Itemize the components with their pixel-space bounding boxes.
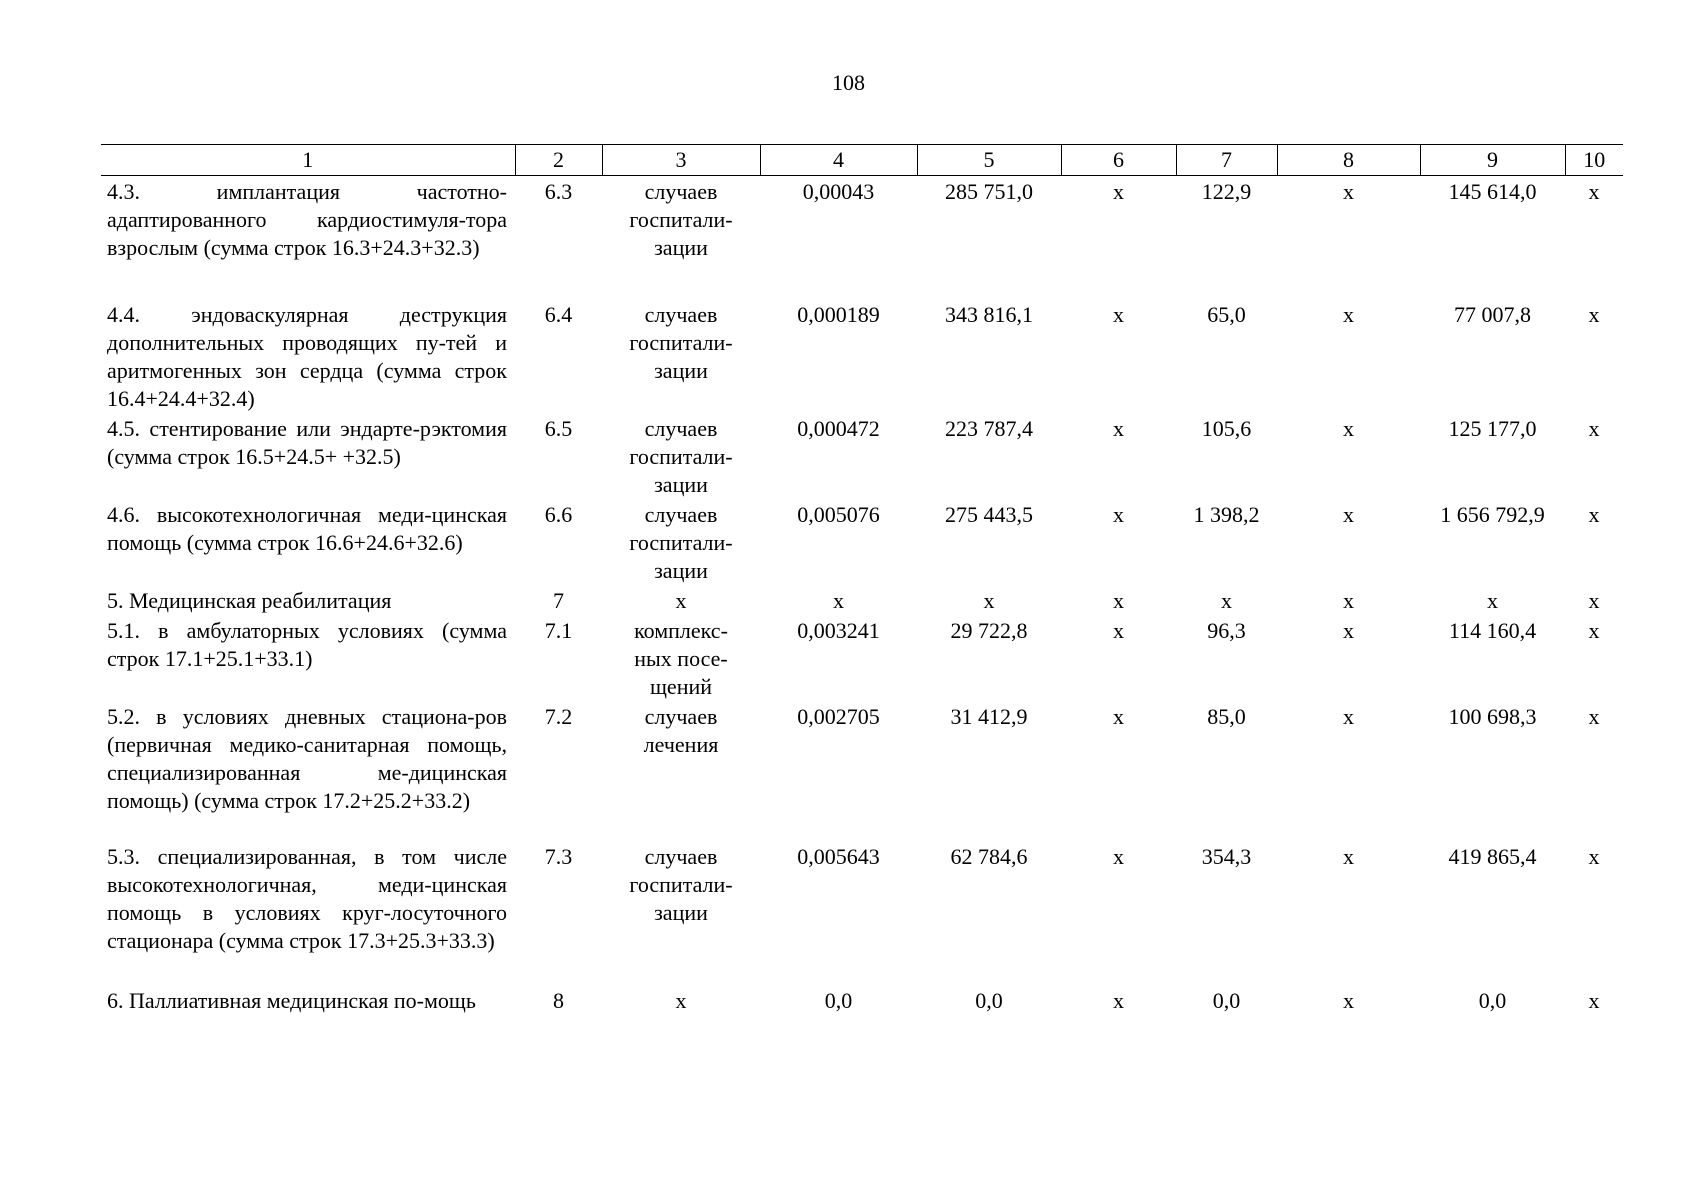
cell-4: х — [833, 587, 844, 613]
column-header: 3 — [602, 145, 760, 176]
cell-7: 96,3 — [1207, 617, 1246, 643]
cell-10: х — [1588, 415, 1600, 441]
cell-5: 223 787,4 — [945, 415, 1033, 441]
row-code: 7.3 — [544, 843, 573, 869]
cell-4: 0,0 — [824, 987, 853, 1013]
cell-8: х — [1343, 415, 1354, 441]
row-name: 5. Медицинская реабилитация — [107, 587, 392, 613]
row-unit: х — [675, 587, 687, 613]
cell-7: 105,6 — [1201, 415, 1252, 441]
row-unit: случаев госпитали- зации — [629, 179, 733, 260]
cell-8: х — [1343, 587, 1354, 613]
table-row — [101, 841, 1623, 985]
row-name: 4.6. высокотехнологичная меди-цинская помощь (сумма строк 16.6+24.6+32.6) — [107, 501, 507, 555]
row-code: 6.6 — [544, 501, 573, 527]
cell-4: 0,002705 — [797, 703, 880, 729]
row-unit: комплекс- ных посе- щений — [634, 617, 728, 699]
cell-7: 354,3 — [1201, 843, 1252, 869]
cell-9: 145 614,0 — [1448, 179, 1537, 204]
column-header: 7 — [1176, 145, 1277, 176]
table-row — [101, 499, 1623, 585]
data-table — [101, 144, 1623, 1045]
cell-9: 114 160,4 — [1448, 617, 1537, 643]
cell-6: х — [1113, 617, 1124, 643]
column-header: 8 — [1277, 145, 1420, 176]
cell-9: 77 007,8 — [1454, 301, 1531, 327]
cell-10: х — [1588, 703, 1600, 729]
row-name: 4.5. стентирование или эндарте-рэктомия (сумма строк 16.5+24.5+ +32.5) — [107, 415, 507, 469]
cell-10: х — [1588, 301, 1600, 327]
cell-4: 0,000472 — [797, 415, 880, 441]
cell-4: 0,003241 — [797, 617, 880, 643]
cell-5: 275 443,5 — [945, 501, 1033, 527]
cell-9: 1 656 792,9 — [1440, 501, 1545, 527]
row-unit: случаев госпитали- зации — [629, 415, 733, 497]
cell-7: 65,0 — [1207, 301, 1246, 327]
cell-10: х — [1588, 843, 1600, 869]
cell-8: х — [1343, 703, 1354, 729]
cell-10: х — [1588, 987, 1600, 1013]
cell-4: 0,005076 — [797, 501, 880, 527]
cell-5: 62 784,6 — [950, 843, 1028, 869]
column-header: 4 — [760, 145, 917, 176]
row-code: 6.4 — [544, 301, 573, 327]
row-name: 4.3. имплантация частотно-адаптированного кардиостимуля-тора взрослым (сумма строк 16.3+24.3+32.3) — [107, 179, 507, 260]
cell-6: х — [1113, 843, 1124, 869]
cell-5: х — [983, 587, 995, 613]
cell-4: 0,000189 — [797, 301, 880, 327]
cell-9: х — [1487, 587, 1498, 613]
cell-6: х — [1113, 587, 1124, 613]
table-row — [101, 176, 1623, 299]
cell-8: х — [1343, 179, 1354, 204]
row-unit: случаев госпитали- зации — [629, 501, 733, 583]
column-header: 2 — [515, 145, 602, 176]
table-row — [101, 701, 1623, 841]
row-unit: случаев госпитали- зации — [629, 301, 733, 383]
row-code: 8 — [553, 987, 564, 1013]
cell-6: х — [1113, 301, 1124, 327]
cell-7: 1 398,2 — [1193, 501, 1260, 527]
row-name: 5.1. в амбулаторных условиях (сумма строк 17.1+25.1+33.1) — [107, 617, 507, 671]
row-name: 5.2. в условиях дневных стациона-ров (первичная медико-санитарная помощь, специализированная ме-дицинская помощь) (сумма строк 17.2+25.2+33.2) — [107, 703, 507, 813]
cell-5: 343 816,1 — [945, 301, 1033, 327]
cell-9: 419 865,4 — [1448, 843, 1537, 869]
cell-9: 0,0 — [1478, 987, 1507, 1013]
cell-7: 0,0 — [1212, 987, 1241, 1013]
cell-7: х — [1221, 587, 1232, 613]
column-header: 1 — [101, 145, 515, 176]
cell-4: 0,00043 — [802, 179, 875, 204]
cell-5: 0,0 — [975, 987, 1003, 1013]
column-header: 9 — [1420, 145, 1565, 176]
cell-8: х — [1343, 843, 1354, 869]
cell-6: х — [1113, 415, 1124, 441]
row-name: 5.3. специализированная, в том числе высокотехнологичная, меди-цинская помощь в условиях круг-лосуточного стационара (сумма строк 17.3+25.3+33.3) — [107, 843, 507, 953]
column-header: 10 — [1565, 145, 1623, 176]
cell-7: 122,9 — [1201, 179, 1252, 204]
table-row — [101, 585, 1623, 615]
table-row — [101, 413, 1623, 499]
cell-5: 285 751,0 — [945, 179, 1033, 204]
row-code: 7.1 — [544, 617, 573, 643]
row-name: 4.4. эндоваскулярная деструкция дополнительных проводящих пу-тей и аритмогенных зон сердца (сумма строк 16.4+24.4+32.4) — [107, 301, 507, 411]
column-header: 5 — [917, 145, 1061, 176]
cell-8: х — [1343, 301, 1354, 327]
row-unit: х — [675, 987, 687, 1013]
row-code: 6.5 — [544, 415, 573, 441]
cell-10: х — [1588, 587, 1600, 613]
cell-4: 0,005643 — [797, 843, 880, 869]
row-unit: случаев госпитали- зации — [629, 843, 733, 925]
cell-9: 100 698,3 — [1448, 703, 1537, 729]
column-number-row — [101, 145, 1623, 176]
cell-10: х — [1588, 179, 1600, 204]
cell-8: х — [1343, 501, 1354, 527]
row-unit: случаев лечения — [643, 703, 719, 757]
row-code: 6.3 — [544, 179, 573, 204]
table-row — [101, 299, 1623, 413]
cell-6: х — [1113, 987, 1124, 1013]
cell-9: 125 177,0 — [1448, 415, 1537, 441]
page-number: 108 — [832, 70, 865, 95]
table-row — [101, 615, 1623, 701]
cell-10: х — [1588, 501, 1600, 527]
cell-5: 29 722,8 — [950, 617, 1028, 643]
table-row — [101, 985, 1623, 1045]
cell-8: х — [1343, 987, 1354, 1013]
row-code: 7 — [553, 587, 564, 613]
cell-10: х — [1588, 617, 1600, 643]
row-code: 7.2 — [544, 703, 573, 729]
row-name: 6. Паллиативная медицинская по-мощь — [107, 987, 476, 1013]
cell-6: х — [1113, 703, 1124, 729]
cell-7: 85,0 — [1207, 703, 1246, 729]
cell-6: х — [1113, 179, 1124, 204]
column-header: 6 — [1061, 145, 1176, 176]
cell-8: х — [1343, 617, 1354, 643]
cell-6: х — [1113, 501, 1124, 527]
cell-5: 31 412,9 — [950, 703, 1028, 729]
